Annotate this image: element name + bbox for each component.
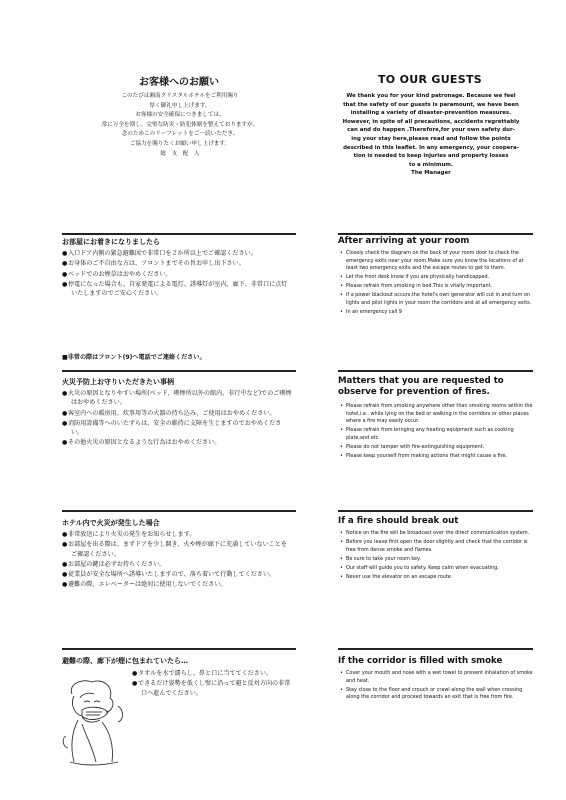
section-rule [338, 510, 533, 512]
intro-line: 厚く御礼申し上げます。 [149, 102, 211, 109]
bullet-icon: ● [62, 560, 68, 568]
bullet-icon: • [340, 573, 343, 580]
bullet-icon: ● [62, 280, 68, 288]
intro-line: ご協力を賜りたくお願い申し上げます。 [129, 140, 231, 147]
fire-outbreak-list-jp [62, 530, 292, 591]
intro-line: We thank you for your kind patronage. Because we feel [346, 93, 516, 99]
smoke-list-en [340, 670, 533, 703]
intro-line: 念のためこのリーフレットをご一読いただき、 [121, 131, 239, 138]
bullet-icon: ● [132, 680, 138, 688]
bullet-icon: • [340, 250, 343, 256]
section-heading-en: If a fire should break out [338, 516, 459, 526]
bullet-icon: • [340, 686, 343, 693]
bullet-icon: ● [62, 541, 68, 549]
english-intro [326, 92, 536, 178]
list-item: ●できるだけ姿勢を低くし壁に沿って避と反対方向の非常口へ進んでください。 [132, 680, 291, 697]
bullet-icon: • [340, 274, 343, 281]
intro-line: このたびは湘南クリスタルホテルをご利用賜り [121, 93, 239, 99]
list-item: ●お部屋を出る際は、まずドアを少し開き、火や煙が廊下に充満していないことをご確認ください。 [62, 541, 287, 558]
list-item: ●その他火災の原因となるような行為はおやめください。 [62, 439, 221, 447]
list-item: ●消防用設備等へのいたずらは、安全の維持に支障を生じますのでおやめください。 [62, 419, 282, 437]
intro-line: However, in spite of all precautions, accidents regrettably [342, 118, 520, 125]
list-item: • Please refrain from smoking anywhere other than smoking rooms within the hotel,i.e.. while lying on the bed or walking in the corridors or other places where a fire may easily occur. [340, 403, 533, 425]
bullet-icon: ● [62, 409, 68, 417]
list-item: ●タオルを水で濡らし、鼻と口に当ててください。 [132, 670, 273, 677]
list-item: ●客室内への暖房用、炊事用等の火器の持ち込み、ご使用はおやめください。 [62, 409, 276, 417]
intro-line: お客様の安全確保につきましては、 [135, 112, 225, 119]
list-item: ●従業員が安全な場所へ誘導いたしますので、落ち着いて行動してください。 [62, 571, 276, 579]
bullet-icon: ● [62, 250, 68, 257]
bullet-icon: ● [62, 270, 68, 278]
bullet-icon: • [340, 555, 343, 562]
list-item: • Please refrain from bringing any heating equipment such as cooking plate,and etc. [340, 427, 514, 441]
intro-line: installing a variety of disaster-prevention measures. [350, 110, 512, 117]
bullet-icon: • [340, 403, 343, 409]
list-item: • Before you leave first open the door slightly and check that the corridor is free from dense smoke and flames. [340, 539, 528, 553]
manager-signature: The Manager [411, 170, 451, 177]
intro-line: tion is needed to keep injuries and property losses [353, 153, 509, 160]
section-rule [62, 370, 296, 372]
section-rule [62, 510, 296, 512]
section-rule [338, 233, 533, 235]
list-item: • Closely check the diagram on the back of your room door to check the emergency exits near your room.Make sure you know the locations of at least two emergency exits and the escape routes to get to them. [340, 250, 524, 272]
list-item: • If a power blackout occurs,the hotel's own generator will cut in and turn on lights and pilot lights in your room the corridors and at all emergency exits. [340, 292, 532, 307]
japanese-title: お客様へのお願い [139, 77, 219, 88]
intro-line: 常に万全を期し、完璧な防災・防犯体制を整えておりますが、 [101, 121, 259, 128]
intro-line: can and do happen .Therefore,for your own safety dur- [347, 127, 515, 134]
list-item: • Stay close to the floor and crouch or crawl along the wall when crossing along the corridor and proceed towards an exit that is free from fire. [340, 686, 523, 701]
list-item: • Please do not tamper with fire-extinguishing equipment. [340, 443, 485, 450]
list-item: ●お身体のご不自由な方は、フロントまでその旨お申し出下さい。 [62, 260, 245, 268]
smoke-list-jp [132, 669, 292, 699]
fire-prevention-list-en [340, 403, 533, 462]
intro-line: to a minimum. [409, 161, 453, 168]
intro-line: ing your stay here,please read and follow the points [351, 135, 511, 142]
bullet-icon: ● [132, 670, 138, 677]
section-heading-en: Matters that you are requested to observe for prevention of fires. [338, 376, 504, 397]
manager-signature: 総 支 配 人 [160, 150, 200, 157]
bullet-icon: • [340, 292, 343, 299]
arrival-list-en [340, 250, 533, 318]
list-item: ●避難の際、エレベーターは絶対に使用しないでください。 [62, 581, 227, 589]
bullet-icon: • [340, 443, 343, 450]
section-heading-en: After arriving at your room [338, 236, 470, 246]
section-heading-jp: 火災予防上お守りいただきたい事柄 [62, 378, 174, 386]
bullet-icon: • [340, 539, 343, 546]
list-item: • Our staff will guide you to safety. Keep calm when evacuating. [340, 564, 499, 571]
list-item: • Please refrain from smoking in bed.This is vitally important. [340, 283, 493, 290]
list-item: ●ベッドでのお煙草はおやめください。 [62, 270, 172, 278]
list-item: ●お部屋の鍵は必ずお持ちください。 [62, 560, 166, 568]
list-item: • Cover your mouth and nose with a wet towel to prevent inhalation of smoke and heat. [340, 670, 533, 684]
english-title: TO OUR GUESTS [378, 73, 482, 86]
section-heading-jp: お部屋にお着きになりましたら [62, 238, 160, 246]
bullet-icon: ● [62, 390, 68, 397]
list-item: • Let the front desk know if you are physically handicapped. [340, 274, 490, 281]
list-item: • In an emergency call 9 [340, 309, 402, 316]
japanese-intro [70, 92, 290, 159]
list-item: ●停電になった場合も、自家発電による電灯、誘導灯が室内、廊下、非常口に点灯いたしますのでご安心ください。 [62, 280, 288, 298]
fire-outbreak-list-en [340, 530, 533, 583]
list-item: • Notice on the fire will be broadcast over the direct communication system. [340, 530, 530, 536]
bullet-icon: • [340, 530, 343, 536]
bullet-icon: • [340, 309, 343, 316]
intro-line: described in this leaflet. In any emergency, your coopera- [343, 144, 519, 151]
section-rule [338, 370, 533, 372]
emergency-note-jp: ■非常の際はフロント(9)へ電話でご連絡ください。 [62, 354, 206, 361]
section-heading-jp: ホテル内で火災が発生した場合 [62, 519, 160, 527]
bullet-icon: ● [62, 260, 68, 268]
list-item: ●入口ドア内側の緊急避難図で非常口を２か所以上でご確認ください。 [62, 250, 257, 257]
section-heading-en: If the corridor is filled with smoke [338, 656, 503, 666]
bullet-icon: • [340, 670, 343, 676]
list-item: ●非常放送により火災の発生をお知らせします。 [62, 531, 196, 538]
bullet-icon: ● [62, 581, 68, 589]
arrival-list-jp [62, 249, 292, 299]
bullet-icon: • [340, 427, 343, 434]
bullet-icon: ● [62, 571, 68, 579]
bullet-icon: ● [62, 531, 68, 538]
list-item: • Be sure to take your room key. [340, 555, 421, 562]
bullet-icon: ● [62, 419, 68, 427]
section-rule [62, 233, 296, 235]
list-item: • Please keep yourself from making actions that might cause a fire. [340, 453, 508, 460]
fire-prevention-list-jp [62, 389, 292, 449]
section-rule [338, 648, 533, 650]
bullet-icon: ● [62, 439, 68, 447]
section-heading-jp: 避難の際、廊下が煙に包まれていたら… [62, 657, 188, 665]
list-item: ●火災の原因となりやすい場所(ベッド、喫煙所以外の館内、非行中など)でのご喫煙はおやめください。 [62, 390, 292, 407]
smoke-evacuation-figure-icon [62, 676, 128, 772]
bullet-icon: • [340, 283, 343, 290]
intro-line: that the safety of our guests is paramount, we have been [343, 101, 519, 108]
bullet-icon: • [340, 564, 343, 571]
list-item: • Never use the elevator on an escape route. [340, 573, 453, 580]
section-rule [62, 648, 296, 650]
bullet-icon: • [340, 453, 343, 460]
